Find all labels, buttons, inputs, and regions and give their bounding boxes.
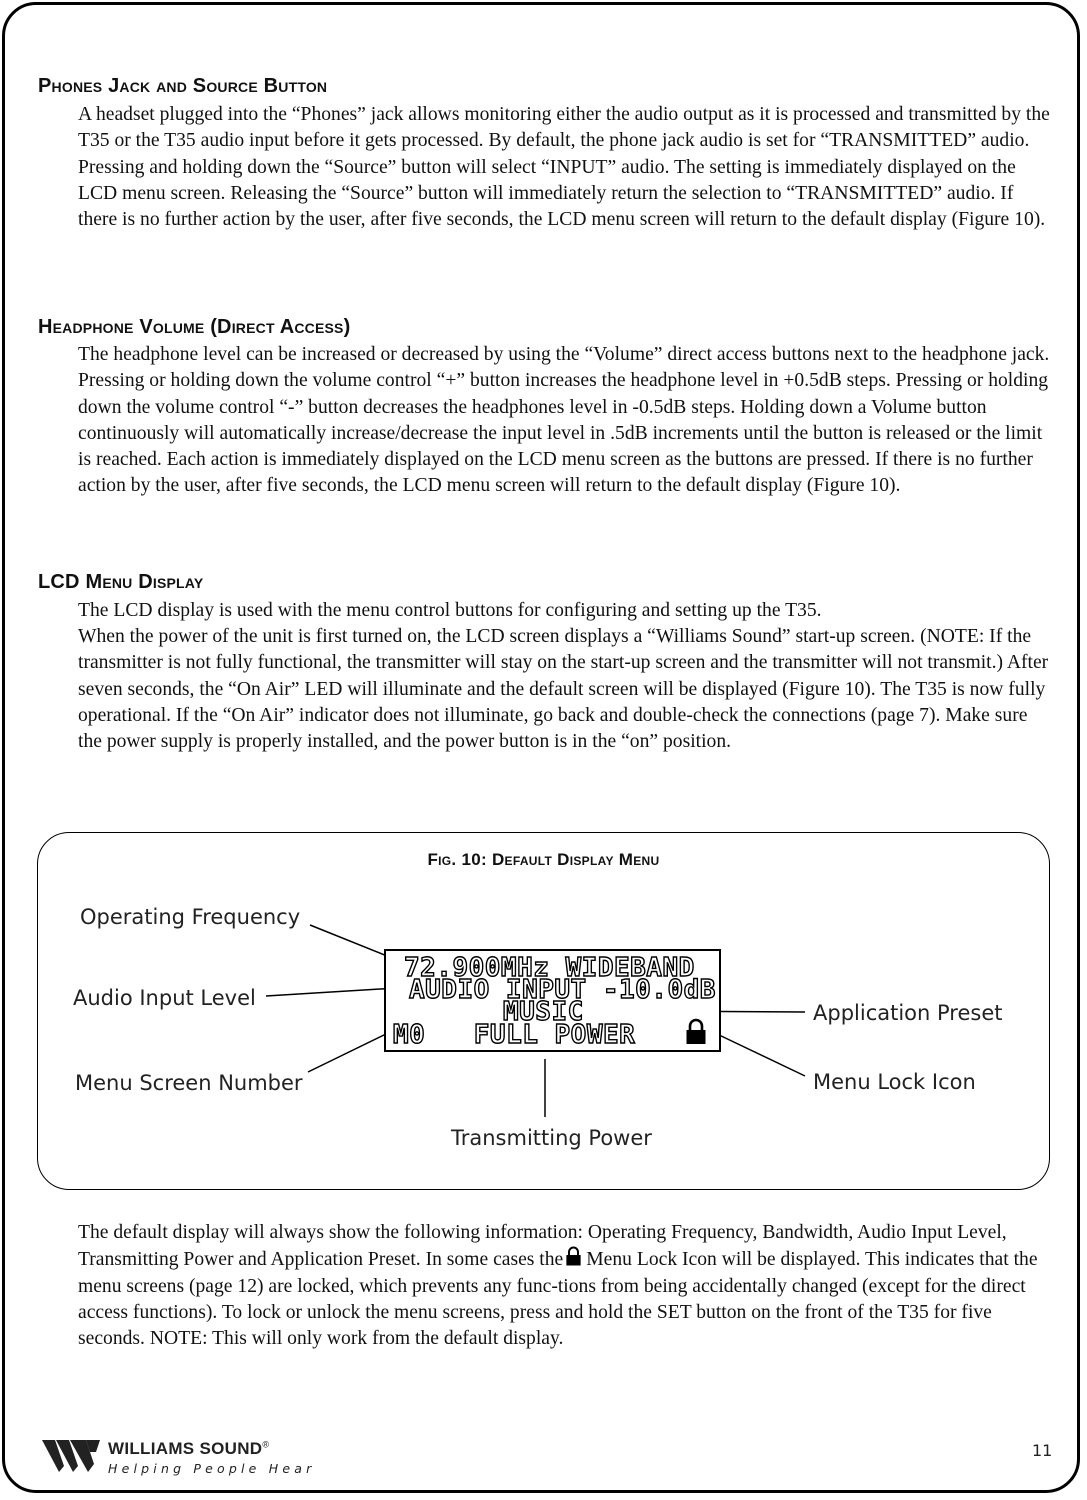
brand-tagline: Helping People Hear bbox=[108, 1461, 316, 1476]
paragraph-headphone-volume: The headphone level can be increased or decreased by using the “Volume” direct access buttons next to the headphone jack. Pressing or holding down the volume control “+” button increases the headphone level in +0.5dB steps. Pressing or holding down the volume control “-” button decreases the headphones level in -0.5dB steps. Holding down a Volume button continuously will automatically increase/decrease the input level in .5dB increments until the button is released or the limit is reached. Each action is immediately displayed on the LCD menu screen as the buttons are pressed. If there is no further action by the user, after five seconds, the LCD menu screen will return to the default display (Figure 10). bbox=[78, 344, 1050, 497]
lcd-line-audio-input: AUDIO INPUT -10.0dB bbox=[409, 975, 716, 1005]
heading-lcd-menu-display: LCD Menu Display bbox=[38, 571, 204, 593]
label-operating-frequency: Operating Frequency bbox=[80, 905, 301, 929]
brand-name bbox=[108, 1439, 269, 1459]
closing-text-start: The default display will always show the following information: Operating Frequency, Bandwidth, Audio Input Level, Transmitting Power and Application Preset. In some cases the bbox=[78, 1222, 1007, 1271]
label-application-preset: Application Preset bbox=[813, 1001, 1003, 1025]
lcd-line-screen-power: M0 FULL POWER bbox=[393, 1020, 636, 1050]
heading-headphone-volume: Headphone Volume (Direct Access) bbox=[38, 316, 351, 338]
brand-text: WILLIAMS SOUND bbox=[108, 1439, 263, 1458]
heading-phones-jack: Phones Jack and Source Button bbox=[38, 75, 328, 97]
label-transmitting-power: Transmitting Power bbox=[451, 1126, 652, 1150]
lcd-line-frequency: 72.900MHz WIDEBAND bbox=[404, 953, 695, 983]
figure-title: Fig. 10: Default Display Menu bbox=[427, 850, 660, 869]
leader-menu-lock-icon bbox=[717, 1034, 805, 1076]
page-number: 11 bbox=[1032, 1441, 1053, 1460]
paragraph-default-display bbox=[78, 1220, 1053, 1352]
leader-audio-input-level bbox=[266, 988, 397, 996]
registered-mark: ® bbox=[262, 1439, 270, 1450]
paragraph-lcd-startup: When the power of the unit is first turned on, the LCD screen displays a “Williams Sound” start-up screen. (NOTE: If the transmitter is not fully functional, the transmitter will stay on the start-up screen and the transmitter will not transmit.) After seven seconds, the “On Air” LED will illuminate and the default screen will be displayed (Figure 10). The T35 is now fully operational. If the “On Air” indicator does not illuminate, go back and double-check the connections (page 7). Make sure the power supply is properly installed, and the power button is in the “on” position. bbox=[78, 626, 1049, 753]
label-menu-lock-icon: Menu Lock Icon bbox=[813, 1070, 976, 1094]
closing-text-end: Menu Lock Icon will be displayed. This indicates that the menu screens (page 12) are locked, which prevents any func-tions from being accidentally changed (except for the direct access functions). To lock or unlock the menu screens, press and hold the SET button on the front of the T35 for five seconds. NOTE: This will only work from the default display. bbox=[78, 1249, 1038, 1350]
inline-padlock-icon bbox=[565, 1246, 582, 1267]
label-audio-input-level: Audio Input Level bbox=[73, 986, 256, 1010]
paragraph-phones-jack: A headset plugged into the “Phones” jack allows monitoring either the audio output as it is processed and transmitted by the T35 or the T35 audio input before it gets processed. By default, the phone jack audio is set for “TRANSMITTED” audio. Pressing and holding down the “Source” button will select “INPUT” audio. The setting is immediately displayed on the LCD menu screen. Releasing the “Source” button will immediately return the selection to “TRANSMITTED” audio. If there is no further action by the user, after five seconds, the LCD menu screen will return to the default display (Figure 10). bbox=[78, 104, 1050, 231]
paragraph-lcd-intro: The LCD display is used with the menu control buttons for configuring and setting up the T35. bbox=[78, 600, 822, 621]
label-menu-screen-number: Menu Screen Number bbox=[75, 1071, 303, 1095]
leader-menu-screen-number bbox=[308, 1034, 386, 1072]
williams-sound-logo-icon bbox=[42, 1438, 102, 1474]
lcd-line-preset: MUSIC bbox=[503, 997, 584, 1027]
padlock-icon bbox=[685, 1018, 707, 1046]
